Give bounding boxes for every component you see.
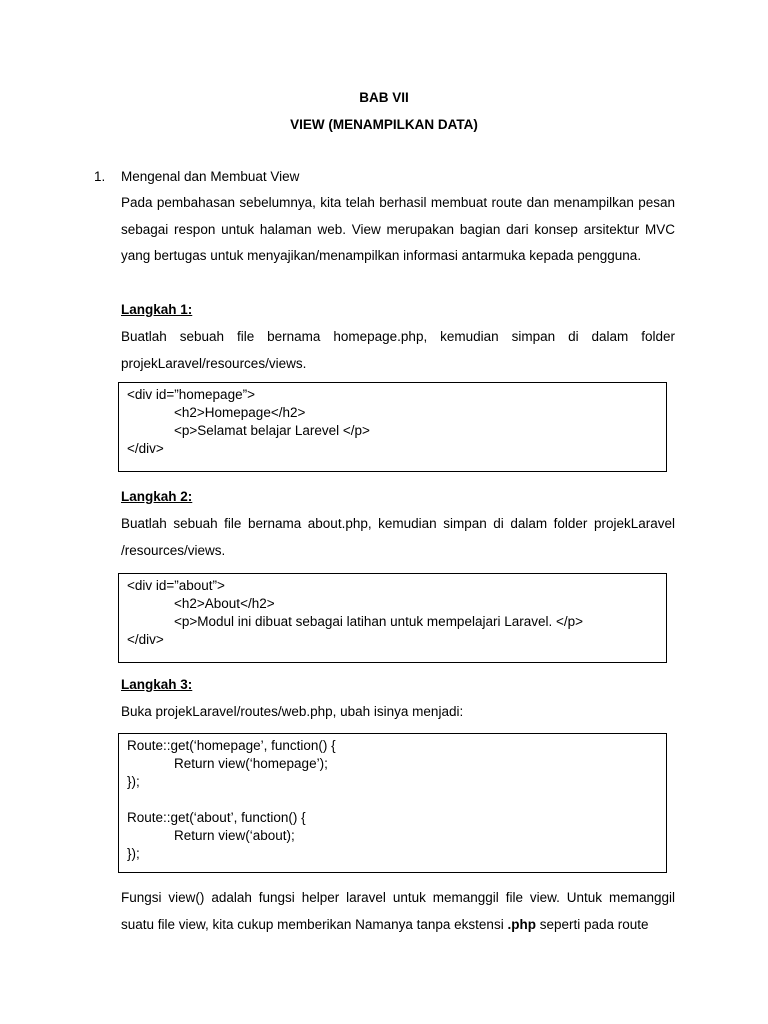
step-3-label: Langkah 3: — [121, 677, 193, 692]
closing-text-before: Fungsi view() adalah fungsi helper laravel untuk memanggil file view. Untuk memanggil suatu file view, kita cukup memberikan Namanya tanpa ekstensi — [121, 890, 675, 932]
code-line: Route::get(‘about’, function() { — [127, 810, 306, 825]
code-line: <p>Modul ini dibuat sebagai latihan untuk mempelajari Laravel. </p> — [174, 614, 584, 629]
code-block-about — [118, 573, 667, 663]
code-line — [127, 791, 658, 809]
code-line: <div id=”about”> — [127, 578, 225, 593]
step-1-text: Buatlah sebuah file bernama homepage.php, kemudian simpan di dalam folder projekLaravel/resources/views. — [121, 329, 675, 371]
code-block-routes — [118, 733, 667, 873]
section-title: Mengenal dan Membuat View — [121, 169, 300, 184]
step-3-text: Buka projekLaravel/routes/web.php, ubah isinya menjadi: — [121, 704, 464, 719]
chapter-heading: BAB VII — [359, 90, 409, 105]
code-line: <h2>Homepage</h2> — [174, 405, 306, 420]
closing-text-after: seperti pada route — [535, 916, 649, 932]
code-line: Return view(‘about); — [174, 828, 295, 843]
code-line: Return view(‘homepage’); — [174, 756, 328, 771]
chapter-title: VIEW (MENAMPILKAN DATA) — [290, 117, 478, 132]
step-2-text: Buatlah sebuah file bernama about.php, kemudian simpan di dalam folder projekLaravel /resources/views. — [121, 516, 675, 558]
closing-paragraph — [121, 885, 675, 938]
code-line: <h2>About</h2> — [174, 596, 275, 611]
step-1-label: Langkah 1: — [121, 302, 193, 317]
code-block-homepage — [118, 382, 667, 472]
code-line: <div id=”homepage”> — [127, 387, 255, 402]
code-line: Route::get(‘homepage’, function() { — [127, 738, 336, 753]
php-extension: .php — [507, 916, 536, 932]
code-line: }); — [127, 846, 140, 861]
intro-paragraph: Pada pembahasan sebelumnya, kita telah berhasil membuat route dan menampilkan pesan sebagai respon untuk halaman web. View merupakan bagian dari konsep arsitektur MVC yang bertugas untuk menyajikan/menampilkan informasi antarmuka kepada pengguna. — [121, 195, 675, 263]
code-line: }); — [127, 774, 140, 789]
code-line: <p>Selamat belajar Larevel </p> — [174, 423, 370, 438]
step-2-label: Langkah 2: — [121, 489, 193, 504]
section-number: 1. — [94, 169, 106, 184]
code-line: </div> — [127, 632, 164, 647]
code-line: </div> — [127, 441, 164, 456]
